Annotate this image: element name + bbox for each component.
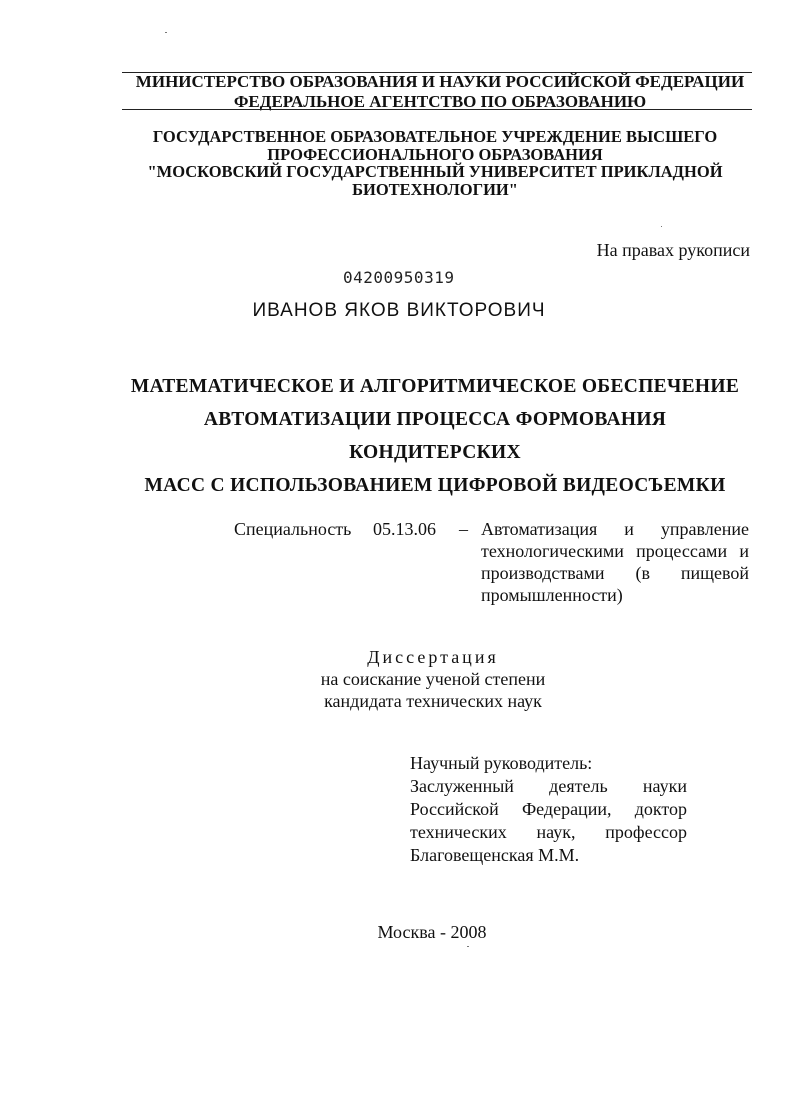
supervisor-title-line: Заслуженный деятель науки <box>410 776 687 796</box>
institution-line: "МОСКОВСКИЙ ГОСУДАРСТВЕННЫЙ УНИВЕРСИТЕТ ПРИКЛАДНОЙ <box>147 162 723 181</box>
place-year: Москва - 2008 <box>377 922 487 942</box>
dissertation-block <box>260 646 606 712</box>
supervisor-label: Научный руководитель: <box>410 753 593 773</box>
specialty-code: 05.13.06 <box>373 519 436 539</box>
specialty-line: Автоматизация и управление <box>481 519 749 539</box>
institution-line: БИОТЕХНОЛОГИИ" <box>352 179 518 199</box>
rights-note: На правах рукописи <box>596 240 750 260</box>
dissertation-heading: Диссертация <box>367 647 499 667</box>
supervisor-title-line: Российской Федерации, доктор <box>410 799 687 819</box>
header-bottom-rule <box>122 109 752 110</box>
scan-speck <box>467 946 469 947</box>
title-line: АВТОМАТИЗАЦИИ ПРОЦЕССА ФОРМОВАНИЯ КОНДИТЕРСКИХ <box>203 409 667 463</box>
institution-block <box>130 128 740 198</box>
title-line: МАСС С ИСПОЛЬЗОВАНИЕМ ЦИФРОВОЙ ВИДЕОСЪЕМКИ <box>144 475 726 496</box>
supervisor-name: Благовещенская М.М. <box>410 845 580 865</box>
specialty-label: Специальность <box>234 519 352 539</box>
specialty-dash: – <box>459 519 468 539</box>
institution-line: ПРОФЕССИОНАЛЬНОГО ОБРАЗОВАНИЯ <box>267 144 603 164</box>
dissertation-title <box>118 370 752 502</box>
title-line: МАТЕМАТИЧЕСКОЕ И АЛГОРИТМИЧЕСКОЕ ОБЕСПЕЧЕНИЕ <box>130 376 740 397</box>
specialty-line: технологическими процессами и <box>481 541 749 561</box>
institution-line: ГОСУДАРСТВЕННОЕ ОБРАЗОВАТЕЛЬНОЕ УЧРЕЖДЕНИЕ ВЫСШЕГО <box>152 127 718 146</box>
degree-line: кандидата технических наук <box>324 691 542 711</box>
degree-line: на соискание ученой степени <box>320 669 546 689</box>
author-name: ИВАНОВ ЯКОВ ВИКТОРОВИЧ <box>252 300 546 321</box>
scan-speck <box>165 32 167 33</box>
ministry-name: МИНИСТЕРСТВО ОБРАЗОВАНИЯ И НАУКИ РОССИЙСКОЙ ФЕДЕРАЦИИ <box>135 72 745 91</box>
scan-speck <box>661 226 662 227</box>
registration-code: 04200950319 <box>343 268 455 287</box>
specialty-description <box>481 518 749 606</box>
supervisor-block <box>410 752 687 867</box>
ministry-header <box>120 72 760 112</box>
supervisor-title-line: технических наук, профессор <box>410 822 687 842</box>
agency-name: ФЕДЕРАЛЬНОЕ АГЕНТСТВО ПО ОБРАЗОВАНИЮ <box>233 92 647 111</box>
specialty-line: промышленности) <box>481 585 623 605</box>
specialty-line: производствами (в пищевой <box>481 563 749 583</box>
